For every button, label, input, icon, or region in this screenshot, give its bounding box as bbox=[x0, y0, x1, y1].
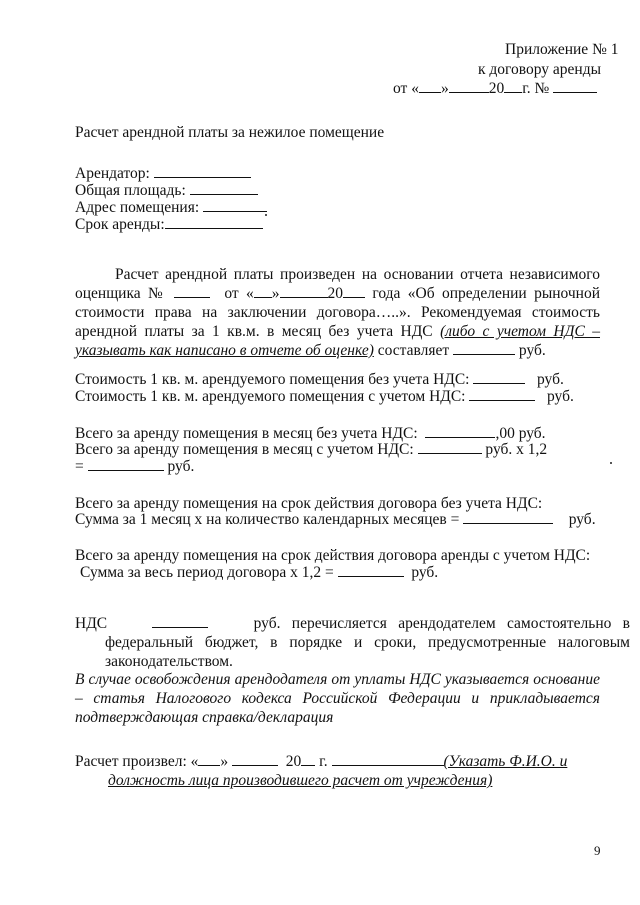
term-with-vat-heading: Всего за аренду помещения на срок действия договора аренды с учетом НДС: bbox=[75, 547, 591, 564]
term-no-vat-formula: Сумма за 1 месяц х на количество календарных месяцев = руб. bbox=[75, 511, 596, 528]
address-field: Адрес помещения: bbox=[75, 198, 267, 217]
cost-with-vat: Стоимость 1 кв. м. арендуемого помещения с учетом НДС: руб. bbox=[75, 388, 574, 405]
monthly-with-vat-result: = руб. bbox=[75, 458, 195, 475]
monthly-with-vat: Всего за аренду помещения в месяц с учетом НДС: руб. х 1,2 bbox=[75, 441, 548, 458]
term-with-vat-formula: Сумма за весь период договора х 1,2 = руб. bbox=[80, 564, 439, 581]
signoff-line: Расчет произвел: « » 20 г. (Указать Ф.И.О. и bbox=[75, 753, 568, 770]
document-title: Расчет арендной платы за нежилое помещение bbox=[75, 124, 385, 141]
signoff-instruction-continued: должность лица производившего расчет от учреждения) bbox=[108, 772, 493, 789]
term-no-vat-heading: Всего за аренду помещения на срок действия договора без учета НДС: bbox=[75, 495, 543, 512]
cost-no-vat: Стоимость 1 кв. м. арендуемого помещения без учета НДС: руб. bbox=[75, 371, 564, 388]
scan-speck bbox=[265, 214, 267, 216]
basis-paragraph: Расчет арендной платы произведен на основании отчета независимого оценщика № от « » 20 года «Об определении рыночной стоимости права на заключении договора…..». Рекомендуемая стоимость арендной платы за 1 кв.м. в месяц без учета НДС (либо с учетом НДС – указывать как написано в отчете об оценке) составляет руб. bbox=[75, 266, 601, 359]
page-number: 9 bbox=[594, 843, 601, 858]
vat-paragraph: НДС руб. перечисляется арендодателем самостоятельно в федеральный бюджет, в порядке и сроки, предусмотренные налоговым законодательством. bbox=[75, 615, 630, 670]
basis-italic-note: (либо с учетом НДС – указывать как написано в отчете об оценке) bbox=[75, 323, 600, 359]
vat-exemption-note: В случае освобождения арендодателя от уплаты НДС указывается основание – статья Налогового кодекса Российской Федерации и прикладывается подтверждающая справка/декларация bbox=[75, 671, 600, 726]
term-field: Срок аренды: bbox=[75, 215, 263, 234]
scan-speck bbox=[610, 462, 612, 464]
appendix-contract-ref: к договору аренды bbox=[478, 61, 602, 78]
signoff-instruction: (Указать Ф.И.О. и bbox=[443, 753, 568, 770]
tenant-field: Арендатор: bbox=[75, 164, 251, 183]
monthly-no-vat: Всего за аренду помещения в месяц без учета НДС: ,00 руб. bbox=[75, 425, 546, 442]
area-field: Общая площадь: bbox=[75, 181, 258, 200]
appendix-number: Приложение № 1 bbox=[505, 41, 619, 58]
appendix-date-line: от « » 20 г. № bbox=[393, 79, 597, 98]
